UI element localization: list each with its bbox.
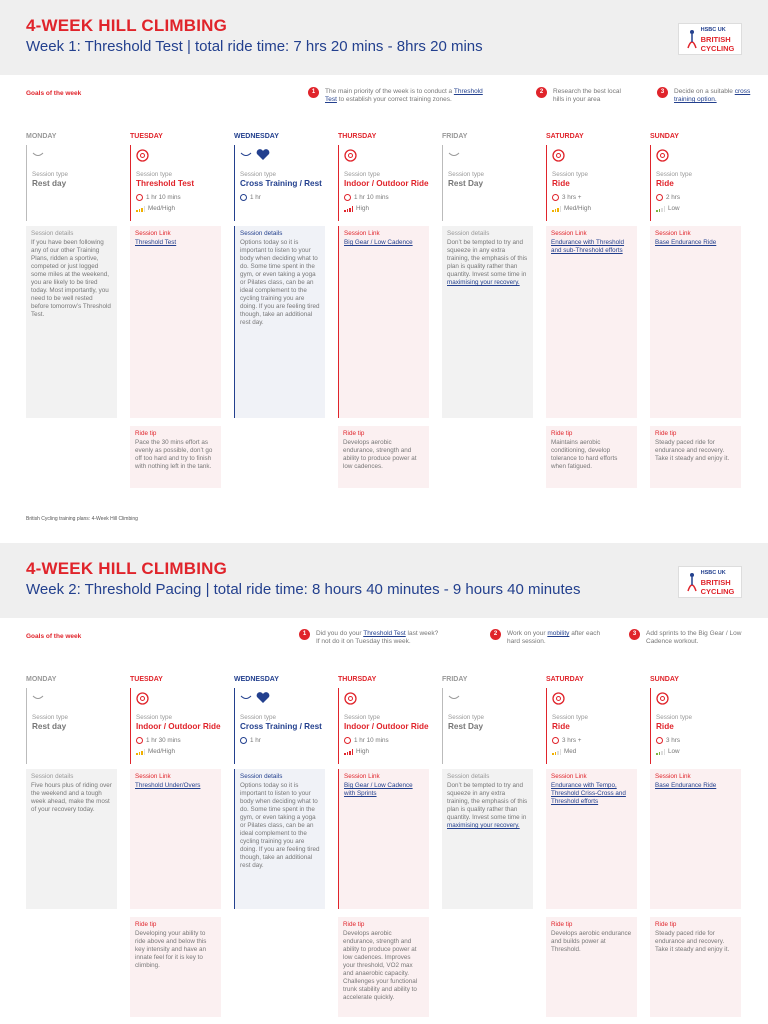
session-type: Rest day	[32, 179, 67, 188]
session-link-thursday: Session Link Big Gear / Low Cadence	[338, 226, 429, 418]
session-link-sunday: Session Link Base Endurance Ride	[650, 769, 741, 909]
session-type: Indoor / Outdoor Ride	[344, 722, 429, 731]
duration: 2 hrs	[666, 194, 680, 201]
intensity: High	[356, 205, 369, 212]
duration: 3 hrs +	[562, 194, 582, 201]
ride-tip-sunday: Ride tip Steady paced ride for endurance and recovery. Take it steady and enjoy it.	[650, 917, 741, 1017]
british-cycling-logo	[678, 566, 742, 598]
intensity: Low	[668, 748, 680, 755]
intensity-icon	[656, 749, 665, 755]
session-type: Rest day	[32, 722, 67, 731]
duration: 3 hrs +	[562, 737, 582, 744]
goal-number: 2	[536, 87, 547, 98]
week-2-page	[0, 543, 768, 1024]
wheel-icon	[136, 149, 149, 162]
session-link[interactable]: Threshold Test	[135, 239, 177, 246]
day-name: MONDAY	[26, 133, 57, 140]
day-name: THURSDAY	[338, 133, 377, 140]
footer-text: British Cycling training plans: 4-Week Hill Climbing	[26, 516, 138, 522]
clock-icon	[240, 194, 247, 201]
session-details-wednesday: Session details Options today so it is important to listen to your body when deciding what to do. Some time spent in the gym, or even taking a yoga or Pilates class, can be an ideal complement to the cycling training you are doing. If you are feeling tired though, take an additional rest day.	[234, 226, 325, 418]
recovery-link[interactable]: maximising your recovery.	[447, 279, 520, 286]
session-details-monday: Session details Five hours plus of riding over the weekend and a tough week ahead, make the most of your recovery today.	[26, 769, 117, 909]
session-link[interactable]: Big Gear / Low Cadence	[344, 239, 413, 246]
sleep-icon	[448, 695, 460, 701]
british-cycling-logo	[678, 23, 742, 55]
wheel-icon	[552, 692, 565, 705]
day-friday: FRIDAY Session type Rest Day	[442, 676, 538, 764]
week-title: Week 1: Threshold Test	[26, 38, 183, 55]
plan-title: 4-WEEK HILL CLIMBING	[26, 559, 228, 578]
session-link-saturday: Session Link Endurance with Tempo, Threshold Criss-Cross and Threshold efforts	[546, 769, 637, 909]
day-sunday: SUNDAY Session type Ride 3 hrs Low	[650, 676, 746, 764]
goal-2: 2 Work on your mobility after each hard session.	[507, 630, 602, 646]
day-thursday: THURSDAY Session type Indoor / Outdoor Ride 1 hr 10 mins High	[338, 133, 434, 221]
ride-time: total ride time: 7 hrs 20 mins - 8hrs 20 mins	[195, 38, 483, 55]
day-monday: MONDAY Session type Rest day	[26, 133, 122, 221]
ride-tip-thursday: Ride tip Develops aerobic endurance, strength and ability to produce power at low cadences.	[338, 426, 429, 488]
session-link-tuesday: Session Link Threshold Under/Overs	[130, 769, 221, 909]
session-details-friday: Session details Don’t be tempted to try and squeeze in any extra training, the emphasis of this plan is quality rather than quantity. Invest some time in maximising your recovery.	[442, 769, 533, 909]
intensity: High	[356, 748, 369, 755]
duration: 1 hr	[250, 194, 261, 201]
wheel-icon	[136, 692, 149, 705]
session-type: Ride	[552, 179, 570, 188]
wheel-icon	[344, 149, 357, 162]
day-name: THURSDAY	[338, 676, 377, 683]
goal-3: 3 Add sprints to the Big Gear / Low Cadence workout.	[646, 630, 746, 646]
session-type: Threshold Test	[136, 179, 195, 188]
logo-line-1: HSBC UK	[700, 26, 726, 33]
ride-tip-tuesday: Ride tip Pace the 30 mins effort as evenly as possible, don’t go off too hard and try to finish with nothing left in the tank.	[130, 426, 221, 488]
goal-link[interactable]: Threshold Test	[363, 630, 406, 637]
day-monday: MONDAY Session type Rest day	[26, 676, 122, 764]
goal-link[interactable]: mobility	[547, 630, 570, 637]
day-name: SUNDAY	[650, 676, 679, 683]
session-link-saturday: Session Link Endurance with Threshold and sub-Threshold efforts	[546, 226, 637, 418]
day-sunday: SUNDAY Session type Ride 2 hrs Low	[650, 133, 746, 221]
intensity-icon	[552, 749, 561, 755]
logo-line-3: CYCLING	[700, 43, 735, 53]
session-type: Ride	[552, 722, 570, 731]
wheel-icon	[552, 149, 565, 162]
day-saturday: SATURDAY Session type Ride 3 hrs + Med	[546, 676, 642, 764]
session-type: Ride	[656, 179, 674, 188]
intensity-icon	[136, 749, 145, 755]
goal-number: 3	[629, 629, 640, 640]
day-tuesday: TUESDAY Session type Threshold Test 1 hr 10 mins Med/High	[130, 133, 226, 221]
intensity-icon	[136, 206, 145, 212]
session-link[interactable]: Threshold Under/Overs	[135, 782, 201, 789]
duration: 1 hr 10 mins	[354, 737, 389, 744]
intensity: Low	[668, 205, 680, 212]
sleep-icon	[32, 695, 44, 701]
intensity-icon	[344, 206, 353, 212]
sleep-icon	[32, 152, 44, 158]
recovery-link[interactable]: maximising your recovery.	[447, 822, 520, 829]
goal-link[interactable]: cross training option.	[674, 88, 751, 103]
day-name: MONDAY	[26, 676, 57, 683]
goal-1: 1 Did you do your Threshold Test last week? If not do it on Tuesday this week.	[316, 630, 441, 646]
cyclist-icon	[686, 28, 698, 50]
day-name: WEDNESDAY	[234, 676, 279, 683]
clock-icon	[136, 194, 143, 201]
session-type: Rest Day	[448, 722, 484, 731]
ride-tip-thursday: Ride tip Develops aerobic endurance, strength and ability to produce power at low cadences. Improves your threshold, VO2 max and anaerobic capacity. Challenges your functional trunk stability and ability to accelerate quickly.	[338, 917, 429, 1017]
clock-icon	[656, 194, 663, 201]
ride-tip-sunday: Ride tip Steady paced ride for endurance and recovery. Take it steady and enjoy it.	[650, 426, 741, 488]
day-wednesday: WEDNESDAY Session type Cross Training / Rest 1 hr	[234, 133, 330, 221]
day-name: SUNDAY	[650, 133, 679, 140]
day-name: FRIDAY	[442, 676, 468, 683]
heart-icon	[256, 149, 270, 161]
session-link[interactable]: Base Endurance Ride	[655, 782, 717, 789]
goal-number: 2	[490, 629, 501, 640]
day-saturday: SATURDAY Session type Ride 3 hrs + Med/High	[546, 133, 642, 221]
goals-label: Goals of the week	[26, 90, 82, 97]
intensity: Med/High	[564, 205, 591, 212]
logo-line-2: BRITISH	[700, 34, 731, 44]
day-friday: FRIDAY Session type Rest Day	[442, 133, 538, 221]
duration: 1 hr	[250, 737, 261, 744]
goal-3: 3 Decide on a suitable cross training option.	[674, 88, 754, 104]
day-tuesday: TUESDAY Session type Indoor / Outdoor Ride 1 hr 30 mins Med/High	[130, 676, 226, 764]
ride-tip-saturday: Ride tip Maintains aerobic conditioning, develop tolerance to hard efforts when fatigued.	[546, 426, 637, 488]
session-details-wednesday: Session details Options today so it is important to listen to your body when deciding what to do. Some time spent in the gym, or even taking a yoga or Pilates class, can be an ideal complement to the cycling training you are doing. If you are feeling tired though, take an additional rest day.	[234, 769, 325, 909]
plan-title: 4-WEEK HILL CLIMBING	[26, 16, 228, 35]
day-thursday: THURSDAY Session type Indoor / Outdoor Ride 1 hr 10 mins High	[338, 676, 434, 764]
wheel-icon	[656, 692, 669, 705]
logo-line-2: BRITISH	[700, 577, 731, 587]
intensity: Med/High	[148, 205, 175, 212]
session-type: Cross Training / Rest	[240, 179, 322, 188]
day-name: WEDNESDAY	[234, 133, 279, 140]
week-title-line: Week 1: Threshold Test | total ride time: 7 hrs 20 mins - 8hrs 20 mins	[26, 38, 483, 55]
duration: 1 hr 10 mins	[354, 194, 389, 201]
day-name: FRIDAY	[442, 133, 468, 140]
wheel-icon	[344, 692, 357, 705]
ride-tip-saturday: Ride tip Develops aerobic endurance and builds power at Threshold.	[546, 917, 637, 1017]
intensity-icon	[656, 206, 665, 212]
clock-icon	[656, 737, 663, 744]
cyclist-icon	[686, 571, 698, 593]
session-link[interactable]: Big Gear / Low Cadence with Sprints	[344, 782, 413, 797]
goals-label: Goals of the week	[26, 633, 82, 640]
goal-number: 1	[299, 629, 310, 640]
logo-line-1: HSBC UK	[700, 569, 726, 576]
clock-icon	[552, 194, 559, 201]
heart-icon	[256, 692, 270, 704]
goal-link[interactable]: Threshold Test	[325, 88, 483, 103]
goal-1: 1 The main priority of the week is to conduct a Threshold Test to establish your correct training zones.	[325, 88, 495, 104]
session-type: Cross Training / Rest	[240, 722, 322, 731]
session-type: Indoor / Outdoor Ride	[136, 722, 221, 731]
day-name: TUESDAY	[130, 133, 163, 140]
goal-number: 3	[657, 87, 668, 98]
week-header	[0, 543, 768, 618]
day-name: TUESDAY	[130, 676, 163, 683]
clock-icon	[240, 737, 247, 744]
session-details-friday: Session details Don’t be tempted to try and squeeze in any extra training, the emphasis of this plan is quality rather than quantity. Invest some time in maximising your recovery.	[442, 226, 533, 418]
session-link[interactable]: Endurance with Tempo, Threshold Criss-Cross and Threshold efforts	[551, 782, 626, 805]
week-title: Week 2: Threshold Pacing	[26, 581, 202, 598]
goal-2: 2 Research the best local hills in your area	[553, 88, 633, 104]
day-name: SATURDAY	[546, 676, 584, 683]
day-wednesday: WEDNESDAY Session type Cross Training / Rest 1 hr	[234, 676, 330, 764]
intensity: Med/High	[148, 748, 175, 755]
session-type: Rest Day	[448, 179, 484, 188]
goal-number: 1	[308, 87, 319, 98]
intensity: Med	[564, 748, 577, 755]
session-link[interactable]: Endurance with Threshold and sub-Threshold efforts	[551, 239, 625, 254]
duration: 1 hr 10 mins	[146, 194, 181, 201]
week-title-line: Week 2: Threshold Pacing | total ride time: 8 hours 40 minutes - 9 hours 40 minutes	[26, 581, 581, 598]
intensity-icon	[552, 206, 561, 212]
logo-line-3: CYCLING	[700, 586, 735, 596]
week-header	[0, 0, 768, 75]
session-type: Ride	[656, 722, 674, 731]
clock-icon	[344, 737, 351, 744]
session-link[interactable]: Base Endurance Ride	[655, 239, 717, 246]
session-link-thursday: Session Link Big Gear / Low Cadence with Sprints	[338, 769, 429, 909]
session-type: Indoor / Outdoor Ride	[344, 179, 429, 188]
sleep-icon	[240, 695, 252, 701]
clock-icon	[552, 737, 559, 744]
wheel-icon	[656, 149, 669, 162]
day-name: SATURDAY	[546, 133, 584, 140]
session-details-monday: Session details If you have been following any of our other Training Plans, ridden a sportive, competed or just logged some miles at the weekend, you are likely to be tired today. Most importantly, you need to be well rested before tomorrow’s Threshold Test.	[26, 226, 117, 418]
sleep-icon	[240, 152, 252, 158]
duration: 3 hrs	[666, 737, 680, 744]
intensity-icon	[344, 749, 353, 755]
duration: 1 hr 30 mins	[146, 737, 181, 744]
clock-icon	[136, 737, 143, 744]
sleep-icon	[448, 152, 460, 158]
session-link-sunday: Session Link Base Endurance Ride	[650, 226, 741, 418]
session-link-tuesday: Session Link Threshold Test	[130, 226, 221, 418]
clock-icon	[344, 194, 351, 201]
ride-tip-tuesday: Ride tip Developing your ability to ride above and below this key intensity and have an innate feel for it is key to climbing.	[130, 917, 221, 1017]
ride-time: total ride time: 8 hours 40 minutes - 9 hours 40 minutes	[213, 581, 581, 598]
